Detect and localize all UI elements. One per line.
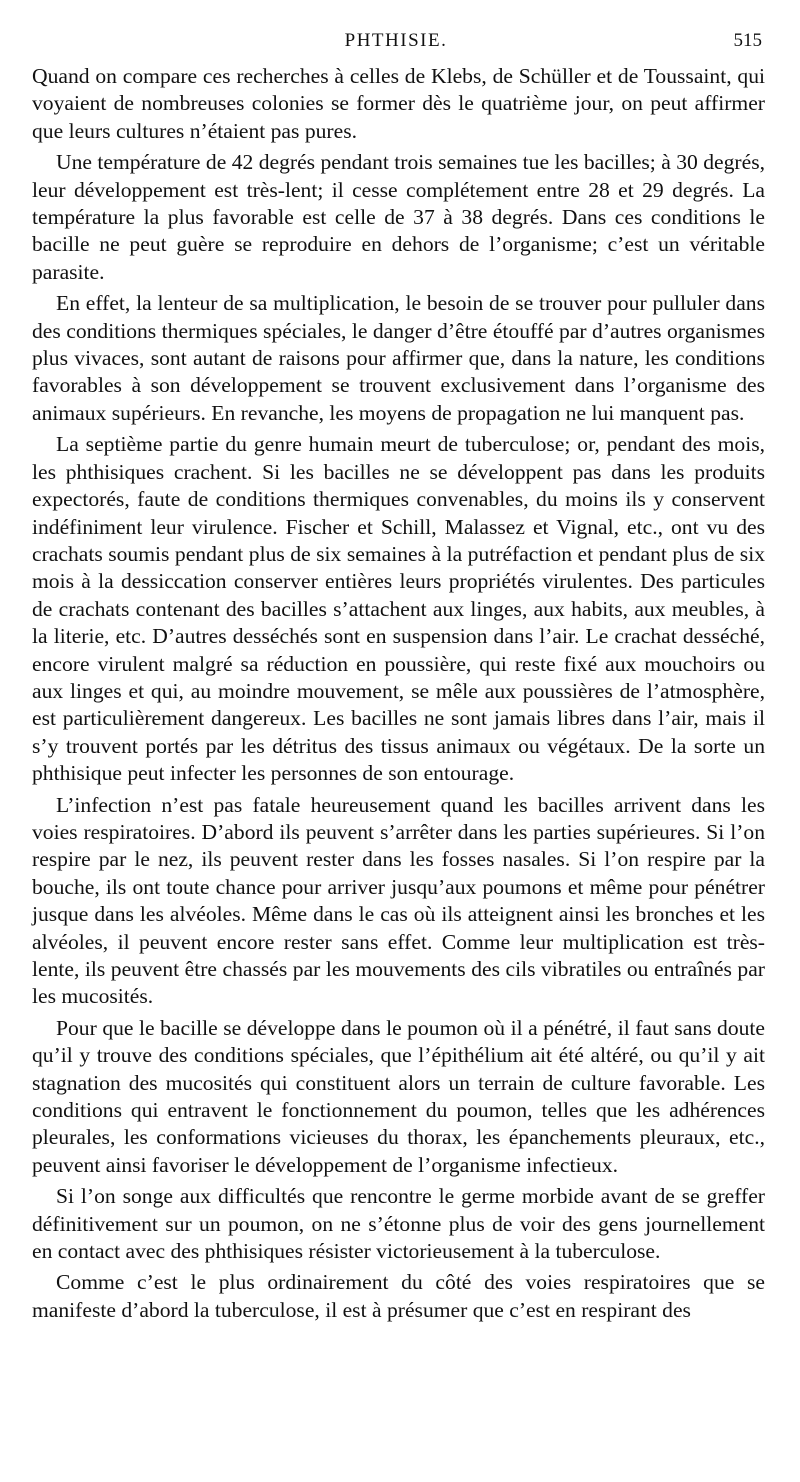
page-number: 515 <box>733 30 762 51</box>
running-header <box>30 30 762 58</box>
body-text <box>32 63 765 1328</box>
running-title: PHTHISIE. <box>344 30 448 51</box>
paragraph: Une température de 42 degrés pendant trois semaines tue les bacilles; à 30 degrés, leur développement est très-lent; il cesse complétement entre 28 et 29 degrés. La température la plus favorable est celle de 37 à 38 degrés. Dans ces conditions le bacille ne peut guère se reproduire en dehors de l’organisme; c’est un véritable parasite. <box>32 150 765 284</box>
paragraph: En effet, la lenteur de sa multiplication, le besoin de se trouver pour pulluler dans des conditions thermiques spéciales, le danger d’être étouffé par d’autres organismes plus vivaces, sont autant de raisons pour affirmer que, dans la nature, les conditions favorables à son développement se trouvent exclusivement dans l’organisme des animaux supérieurs. En revanche, les moyens de propagation ne lui manquent pas. <box>32 291 765 425</box>
paragraph: Si l’on songe aux difficultés que rencontre le germe morbide avant de se greffer définitivement sur un poumon, on ne s’étonne plus de voir des gens journellement en contact avec des phthisiques résister victorieusement à la tuberculose. <box>32 1184 765 1264</box>
paragraph: La septième partie du genre humain meurt de tuberculose; or, pendant des mois, les phthisiques crachent. Si les bacilles ne se développent pas dans les produits expectorés, faute de conditions thermiques convenables, du moins ils y conservent indéfiniment leur virulence. Fischer et Schill, Malassez et Vignal, etc., ont vu des crachats soumis pendant plus de six semaines à la putréfaction et pendant plus de six mois à la dessiccation conserver entières leurs propriétés virulentes. Des particules de crachats contenant des bacilles s’attachent aux linges, aux habits, aux meubles, à la literie, etc. D’autres desséchés sont en suspension dans l’air. Le crachat desséché, encore virulent malgré sa réduction en poussière, qui reste fixé aux mouchoirs ou aux linges et qui, au moindre mouvement, se mêle aux poussières de l’atmosphère, est particulièrement dangereux. Les bacilles ne sont jamais libres dans l’air, mais il s’y trouvent portés par les détritus des tissus animaux ou végétaux. De la sorte un phthisique peut infecter les personnes de son entourage. <box>32 432 765 786</box>
paragraph: Pour que le bacille se développe dans le poumon où il a pénétré, il faut sans doute qu’il y trouve des conditions spéciales, que l’épithélium ait été altéré, ou qu’il y ait stagnation des mucosités qui constituent alors un terrain de culture favorable. Les conditions qui entravent le fonctionnement du poumon, telles que les adhérences pleurales, les conformations vicieuses du thorax, les épanchements pleuraux, etc., peuvent ainsi favoriser le développement de l’organisme infectieux. <box>32 1015 765 1177</box>
paragraph: L’infection n’est pas fatale heureusement quand les bacilles arrivent dans les voies respiratoires. D’abord ils peuvent s’arrêter dans les parties supérieures. Si l’on respire par le nez, ils peuvent rester dans les fosses nasales. Si l’on respire par la bouche, ils ont toute chance pour arriver jusqu’aux poumons et même pour pénétrer jusque dans les alvéoles. Même dans le cas où ils atteignent ainsi les bronches et les alvéoles, il peuvent encore rester sans effet. Comme leur multiplication est très-lente, ils peuvent être chassés par les mouvements des cils vibratiles ou entraînés par les mucosités. <box>32 792 765 1009</box>
paragraph: Comme c’est le plus ordinairement du côté des voies respiratoires que se manifeste d’abord la tuberculose, il est à présumer que c’est en respirant des <box>32 1270 765 1322</box>
paragraph: Quand on compare ces recherches à celles de Klebs, de Schüller et de Toussaint, qui voyaient de nombreuses colonies se former dès le quatrième jour, on peut affirmer que leurs cultures n’étaient pas pures. <box>32 64 765 143</box>
